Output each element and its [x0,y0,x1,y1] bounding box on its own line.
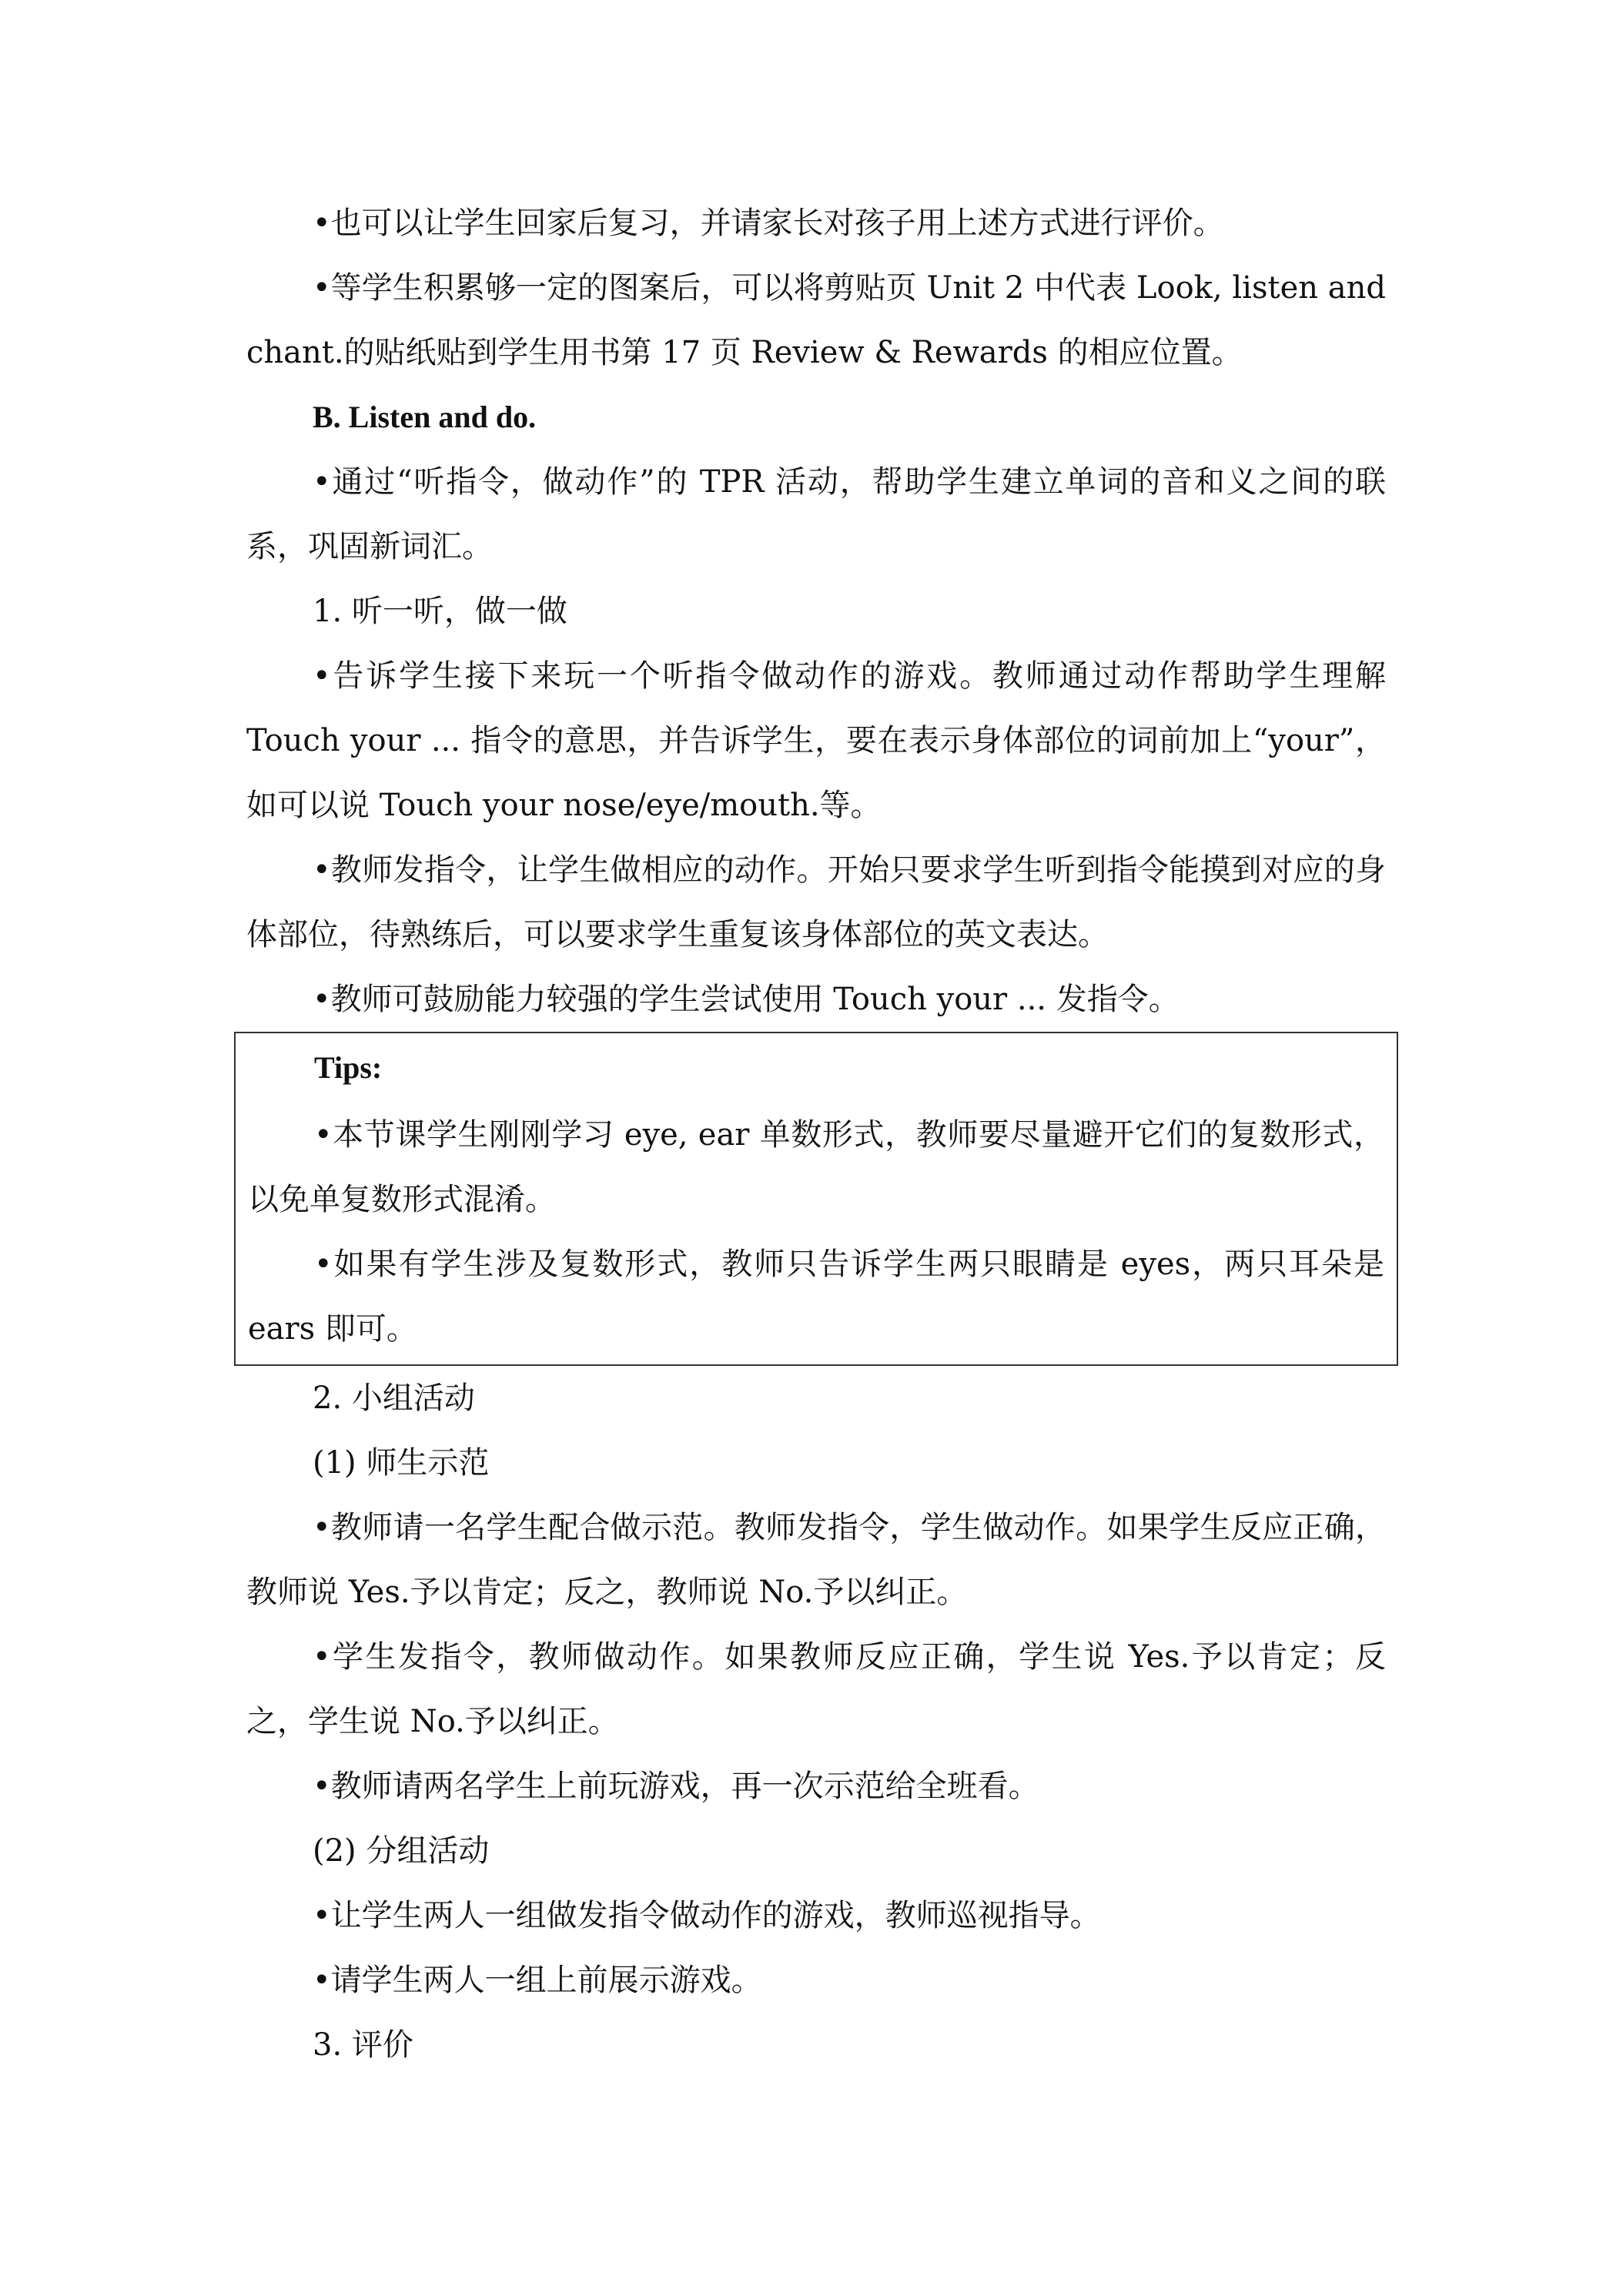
tips-box [234,1032,1398,1366]
tips-title: Tips: [314,1050,383,1085]
tips-item-singular: •本节课学生刚刚学习 eye, ear 单数形式，教师要尽量避开它们的复数形式，以免单复数形式混淆。 [248,1117,1384,1217]
paragraph-demo-teacher: •教师请一名学生配合做示范。教师发指令，学生做动作。如果学生反应正确，教师说 Yes.予以肯定；反之，教师说 No.予以纠正。 [246,1510,1386,1610]
step-title-group-activity: 2. 小组活动 [313,1381,475,1416]
step-title-listen-and-do: 1. 听一听，做一做 [313,594,567,629]
section-heading-listen-and-do: B. Listen and do. [313,400,537,434]
paragraph-teacher-commands: •教师发指令，让学生做相应的动作。开始只要求学生听到指令能摸到对应的身体部位，待熟练后，可以要求学生重复该身体部位的英文表达。 [246,852,1386,952]
tips-item-plural: •如果有学生涉及复数形式，教师只告诉学生两只眼睛是 eyes，两只耳朵是 ears 即可。 [248,1247,1384,1347]
substep-title-demo: (1) 师生示范 [313,1445,490,1481]
step-title-evaluation: 3. 评价 [313,2027,413,2063]
paragraph-encourage-students: •教师可鼓励能力较强的学生尝试使用 Touch your ... 发指令。 [313,982,1180,1017]
document-page [246,191,1386,2077]
paragraph-group-pairs: •让学生两人一组做发指令做动作的游戏，教师巡视指导。 [313,1898,1101,1933]
paragraph-touch-your-explain: •告诉学生接下来玩一个听指令做动作的游戏。教师通过动作帮助学生理解 Touch your ... 指令的意思，并告诉学生，要在表示身体部位的词前加上“your”，如可以说 Touch your nose/eye/mouth.等。 [246,658,1386,823]
paragraph-review-home: •也可以让学生回家后复习，并请家长对孩子用上述方式进行评价。 [313,206,1224,241]
paragraph-demo-pair: •教师请两名学生上前玩游戏，再一次示范给全班看。 [313,1769,1039,1804]
paragraph-sticker-rewards: •等学生积累够一定的图案后，可以将剪贴页 Unit 2 中代表 Look, listen and chant.的贴纸贴到学生用书第 17 页 Review & Rewards 的相应位置。 [246,270,1386,370]
paragraph-tpr-intro: •通过“听指令，做动作”的 TPR 活动，帮助学生建立单词的音和义之间的联系，巩固新词汇。 [246,464,1386,564]
paragraph-demo-student: •学生发指令，教师做动作。如果教师反应正确，学生说 Yes.予以肯定；反之，学生说 No.予以纠正。 [246,1639,1386,1739]
substep-title-group: (2) 分组活动 [313,1833,490,1869]
paragraph-group-show: •请学生两人一组上前展示游戏。 [313,1963,762,1998]
